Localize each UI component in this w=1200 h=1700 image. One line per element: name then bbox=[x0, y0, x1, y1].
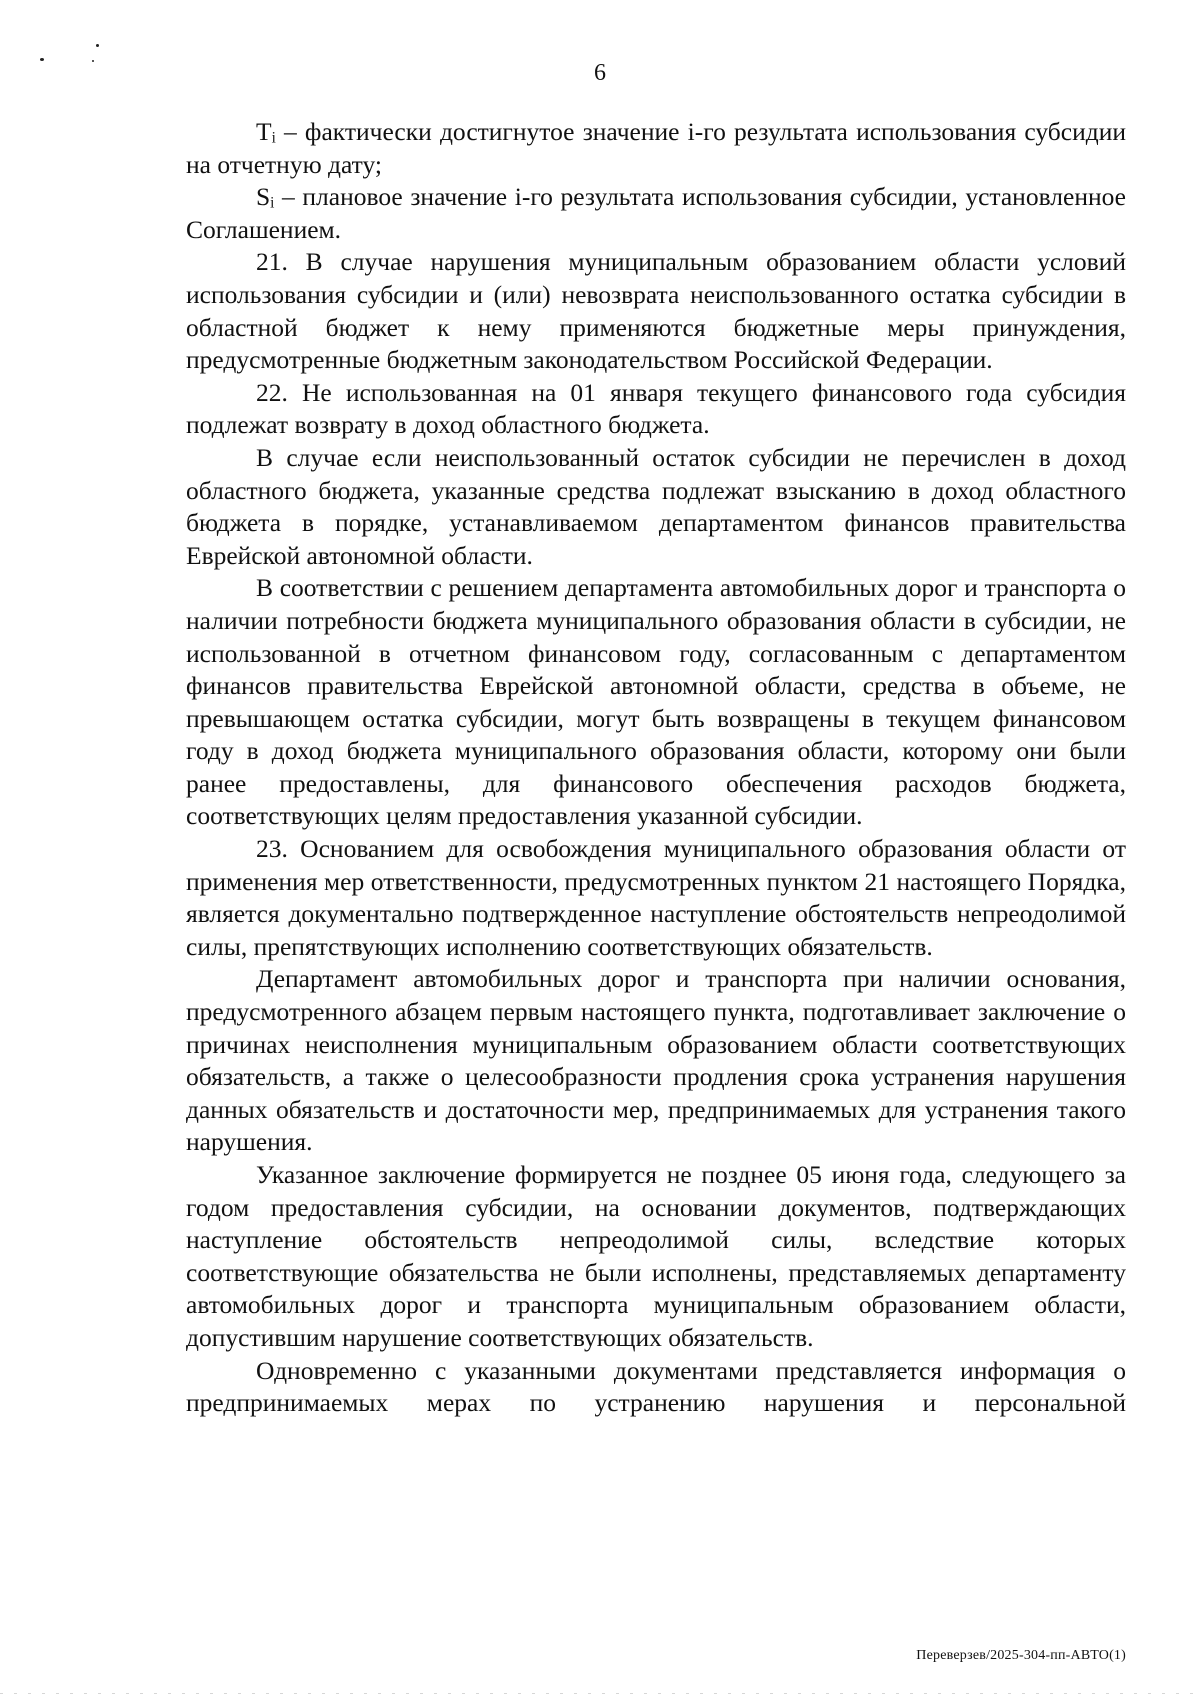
paragraph-clause-23: 23. Основанием для освобождения муниципального образования области от применения мер ответственности, предусмотренных пунктом 21 настоящего Порядка, является документально подтвержденное наступление обстоятельств непреодолимой силы, препятствующих исполнению соответствующих обязательств. bbox=[186, 834, 1126, 961]
document-reference: Переверзев/2025-304-пп-АВТО(1) bbox=[916, 1648, 1126, 1663]
paragraph-additional-information: Одновременно с указанными документами представляется информация о предпринимаемых мерах по устранению нарушения и персональной bbox=[186, 1355, 1126, 1418]
paragraph-clause-21: 21. В случае нарушения муниципальным образованием области условий использования субсидии и (или) невозврата неиспользованного остатка субсидии в областной бюджет к нему применяются бюджетные меры принуждения, предусмотренные бюджетным законодательством Российской Федерации. bbox=[186, 247, 1126, 375]
paragraph-ti-definition: Tᵢ – фактически достигнутое значение і-го результата использования субсидии на отчетную дату; bbox=[186, 117, 1126, 179]
scan-bottom-edge bbox=[0, 1693, 1200, 1694]
paragraph-clause-22: 22. Не использованная на 01 января текущего финансового года субсидия подлежат возврату в доход областного бюджета. bbox=[186, 377, 1126, 440]
paragraph-conclusion-deadline: Указанное заключение формируется не позднее 05 июня года, следующего за годом предоставления субсидии, на основании документов, подтверждающих наступление обстоятельств непреодолимой силы, вследствие которых соответствующие обязательства не были исполнены, представляемых департаменту автомобильных дорог и транспорта муниципальным образованием области, допустившим нарушение соответствующих обязательств. bbox=[186, 1160, 1126, 1352]
paragraph-recovery: В случае если неиспользованный остаток субсидии не перечислен в доход областного бюджета, указанные средства подлежат взысканию в доход областного бюджета в порядке, устанавливаемом департаментом финансов правительства Еврейской автономной области. bbox=[186, 442, 1126, 570]
scan-speck bbox=[96, 44, 99, 47]
page-number: 6 bbox=[594, 60, 606, 86]
paragraph-department-conclusion: Департамент автомобильных дорог и транспорта при наличии основания, предусмотренного абзацем первым настоящего пункта, подготавливает заключение о причинах неисполнения муниципальным образованием области соответствующих обязательств, а также о целесообразности продления срока устранения нарушения данных обязательств и достаточности мер, предпринимаемых для устранения такого нарушения. bbox=[186, 964, 1126, 1157]
paragraph-return-to-municipal-budget: В соответствии с решением департамента автомобильных дорог и транспорта о наличии потребности бюджета муниципального образования области в субсидии, не использованной в отчетном финансовом году, согласованным с департаментом финансов правительства Еврейской автономной области, средства в объеме, не превышающем остатка субсидии, могут быть возвращены в текущем финансовом году в доход бюджета муниципального образования области, которому они были ранее предоставлены, для финансового обеспечения расходов бюджета, соответствующих целям предоставления указанной субсидии. bbox=[186, 573, 1126, 831]
paragraph-si-definition: Sᵢ – плановое значение і-го результата использования субсидии, установленное Соглашением. bbox=[186, 182, 1126, 244]
document-body bbox=[186, 116, 1126, 1420]
